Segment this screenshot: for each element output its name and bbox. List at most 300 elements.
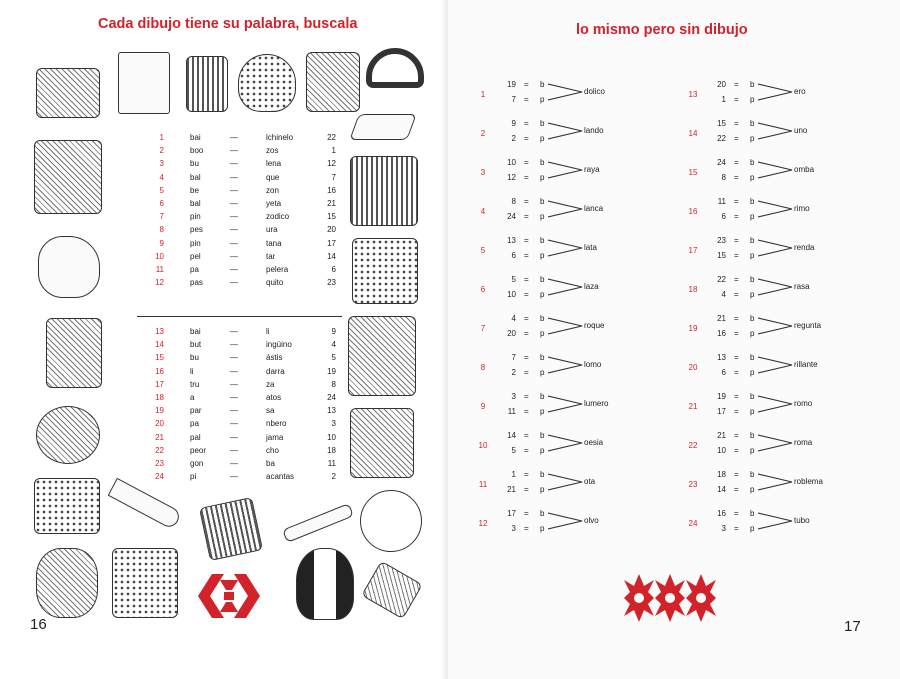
- equals-sign: =: [524, 80, 529, 89]
- letter-p: p: [540, 134, 545, 143]
- clue-number-p: 22: [717, 134, 726, 143]
- clue-number-p: 3: [721, 524, 726, 533]
- exercise-number: 16: [688, 207, 698, 216]
- word-number: 22: [155, 445, 164, 455]
- equals-sign: =: [734, 275, 739, 284]
- word-number: 7: [159, 212, 164, 222]
- arrow-bracket-icon: [548, 198, 584, 220]
- word-number: 1: [159, 133, 164, 142]
- clue-number-b: 13: [717, 353, 726, 362]
- exercise-item: [474, 80, 644, 114]
- word-ending: olvo: [584, 516, 599, 525]
- word-end: darra: [266, 366, 285, 376]
- letter-p: p: [540, 446, 545, 455]
- letter-p: p: [750, 212, 755, 221]
- word-start: pes: [190, 225, 203, 235]
- word-end: yeta: [266, 199, 282, 208]
- clue-number-p: 24: [507, 212, 516, 221]
- word-match-number: 23: [327, 278, 336, 288]
- word-end: ástis: [266, 353, 283, 363]
- word-end: pelera: [266, 265, 289, 274]
- clue-number-b: 24: [717, 158, 726, 167]
- letter-b: b: [540, 470, 545, 479]
- letter-b: b: [750, 431, 755, 440]
- clue-number-b: 18: [717, 470, 726, 479]
- clue-number-p: 20: [507, 329, 516, 338]
- clue-number-b: 17: [507, 509, 516, 518]
- exercise-number: 10: [478, 441, 488, 450]
- exercise-number: 3: [480, 168, 486, 177]
- equals-sign: =: [734, 134, 739, 143]
- word-match-number: 5: [331, 353, 336, 363]
- word-ending: lanca: [584, 204, 604, 213]
- letter-b: b: [750, 275, 755, 284]
- exercise-item: [684, 80, 854, 114]
- clue-number-p: 17: [717, 407, 726, 416]
- red-emblem-icon: [196, 570, 262, 622]
- clue-number-p: 21: [507, 485, 516, 494]
- equals-sign: =: [734, 329, 739, 338]
- exercise-number: 5: [480, 246, 486, 255]
- exercise-number: 24: [688, 519, 698, 528]
- word-end: ba: [266, 459, 275, 468]
- word-dash: —: [230, 146, 238, 156]
- equals-sign: =: [734, 119, 739, 128]
- word-ending: renda: [794, 243, 815, 252]
- arrow-bracket-icon: [548, 120, 584, 142]
- word-start: bu: [190, 159, 199, 169]
- equals-sign: =: [524, 470, 529, 479]
- equals-sign: =: [734, 197, 739, 206]
- word-number: 11: [155, 265, 164, 274]
- word-ending: ero: [794, 87, 806, 96]
- letter-b: b: [750, 80, 755, 89]
- word-ending: lumero: [584, 399, 609, 408]
- clue-number-b: 23: [717, 236, 726, 245]
- exercise-item: [684, 470, 854, 504]
- bearded-man-icon: [36, 548, 98, 618]
- equals-sign: =: [734, 524, 739, 533]
- letter-b: b: [540, 197, 545, 206]
- word-number: 16: [155, 366, 164, 376]
- tissue-icon: [349, 114, 416, 140]
- word-number: 24: [155, 472, 164, 482]
- clue-number-b: 4: [511, 314, 516, 323]
- word-match-number: 7: [331, 172, 336, 182]
- word-ending: rasa: [794, 282, 810, 291]
- clue-number-p: 5: [511, 446, 516, 455]
- word-dash: —: [230, 199, 238, 208]
- exercise-item: [684, 353, 854, 387]
- equals-sign: =: [524, 275, 529, 284]
- equals-sign: =: [524, 236, 529, 245]
- clue-number-b: 10: [507, 158, 516, 167]
- word-match-number: 4: [331, 340, 336, 350]
- letter-b: b: [540, 158, 545, 167]
- gardener-icon: [348, 316, 416, 396]
- word-number: 3: [159, 159, 164, 169]
- word-number: 19: [155, 406, 164, 416]
- equals-sign: =: [734, 509, 739, 518]
- equals-sign: =: [734, 95, 739, 104]
- letter-b: b: [540, 509, 545, 518]
- letter-b: b: [750, 158, 755, 167]
- word-ending: tubo: [794, 516, 810, 525]
- word-ending: lando: [584, 126, 604, 135]
- word-end: quito: [266, 278, 284, 288]
- exercise-item: [474, 314, 644, 348]
- left-page: [0, 0, 448, 679]
- word-match-number: 9: [331, 327, 336, 336]
- word-number: 17: [155, 379, 164, 389]
- word-start: but: [190, 340, 202, 350]
- word-end: ura: [266, 225, 278, 235]
- exercise-number: 12: [478, 519, 488, 528]
- letter-p: p: [540, 173, 545, 182]
- word-dash: —: [230, 379, 238, 389]
- exercise-number: 20: [688, 363, 698, 372]
- word-ending: regunta: [794, 321, 822, 330]
- clue-number-b: 5: [511, 275, 516, 284]
- arrow-bracket-icon: [548, 81, 584, 103]
- sparkler-icon: [282, 503, 354, 543]
- word-match-number: 15: [327, 212, 336, 222]
- exercise-number: 7: [480, 324, 486, 333]
- letter-p: p: [750, 95, 755, 104]
- equals-sign: =: [734, 158, 739, 167]
- letter-p: p: [750, 134, 755, 143]
- letter-b: b: [540, 392, 545, 401]
- word-match-number: 13: [327, 406, 336, 416]
- word-match-number: 18: [327, 445, 336, 455]
- word-start: peor: [190, 445, 207, 455]
- word-start: boo: [190, 146, 204, 156]
- word-ending: omba: [794, 165, 815, 174]
- left-page-title: Cada dibujo tiene su palabra, buscala: [98, 16, 358, 32]
- word-end: zos: [266, 146, 279, 156]
- word-end: tar: [266, 251, 276, 261]
- letter-b: b: [750, 392, 755, 401]
- broom-pile-icon: [34, 140, 102, 214]
- word-number: 6: [159, 199, 164, 208]
- parachute-icon: [36, 406, 100, 464]
- exercise-item: [474, 392, 644, 426]
- letter-p: p: [750, 485, 755, 494]
- word-match-number: 22: [327, 133, 336, 142]
- word-start: pel: [190, 251, 201, 261]
- penguin-icon: [296, 548, 354, 620]
- word-match-number: 3: [331, 419, 336, 429]
- equals-sign: =: [524, 197, 529, 206]
- exercise-item: [474, 509, 644, 543]
- letter-b: b: [750, 470, 755, 479]
- equals-sign: =: [524, 368, 529, 377]
- equals-sign: =: [524, 446, 529, 455]
- exercise-item: [684, 158, 854, 192]
- letter-b: b: [540, 80, 545, 89]
- word-dash: —: [230, 133, 238, 142]
- letter-p: p: [750, 368, 755, 377]
- exercise-number: 23: [688, 480, 698, 489]
- word-match-number: 14: [327, 251, 336, 261]
- exercise-column-1: [474, 80, 654, 550]
- word-match-number: 17: [327, 238, 336, 248]
- word-end: za: [266, 379, 275, 389]
- exercise-item: [474, 275, 644, 309]
- arrow-bracket-icon: [758, 198, 794, 220]
- letter-b: b: [750, 314, 755, 323]
- clue-number-b: 21: [717, 431, 726, 440]
- clue-number-p: 12: [507, 173, 516, 182]
- word-start: bai: [190, 133, 201, 142]
- equals-sign: =: [524, 314, 529, 323]
- clue-number-b: 7: [511, 353, 516, 362]
- man-with-shovel-icon: [350, 408, 414, 478]
- word-dash: —: [230, 459, 238, 468]
- word-number: 2: [159, 146, 164, 156]
- letter-p: p: [750, 329, 755, 338]
- letter-b: b: [540, 236, 545, 245]
- word-match-number: 20: [327, 225, 336, 235]
- word-ending: roma: [794, 438, 813, 447]
- exercise-item: [684, 275, 854, 309]
- letter-p: p: [750, 290, 755, 299]
- letter-b: b: [540, 275, 545, 284]
- equals-sign: =: [524, 173, 529, 182]
- word-match-number: 24: [327, 393, 336, 402]
- exercise-number: 17: [688, 246, 698, 255]
- word-start: tru: [190, 379, 200, 389]
- word-table-bottom: [148, 327, 338, 497]
- word-dash: —: [230, 159, 238, 169]
- equals-sign: =: [734, 314, 739, 323]
- word-end: sa: [266, 406, 275, 416]
- forest-icon: [350, 156, 418, 226]
- word-number: 4: [159, 172, 164, 182]
- letter-b: b: [540, 314, 545, 323]
- letter-p: p: [750, 251, 755, 260]
- arrow-bracket-icon: [758, 276, 794, 298]
- clue-number-p: 10: [507, 290, 516, 299]
- word-ending: oesia: [584, 438, 604, 447]
- letter-b: b: [750, 509, 755, 518]
- word-end: cho: [266, 445, 279, 455]
- exercise-item: [474, 470, 644, 504]
- letter-b: b: [750, 197, 755, 206]
- word-ending: lomo: [584, 360, 602, 369]
- word-number: 15: [155, 353, 164, 363]
- clue-number-p: 7: [511, 95, 516, 104]
- exercise-number: 13: [688, 90, 698, 99]
- equals-sign: =: [524, 392, 529, 401]
- exercise-number: 22: [688, 441, 698, 450]
- equals-sign: =: [734, 173, 739, 182]
- letter-b: b: [540, 431, 545, 440]
- exercise-item: [474, 119, 644, 153]
- equals-sign: =: [734, 485, 739, 494]
- word-ending: roblema: [794, 477, 823, 486]
- clue-number-b: 11: [717, 197, 726, 206]
- word-dash: —: [230, 212, 238, 222]
- word-start: pas: [190, 278, 203, 288]
- word-dash: —: [230, 445, 238, 455]
- arrow-bracket-icon: [758, 510, 794, 532]
- shirt-icon: [34, 478, 100, 534]
- equals-sign: =: [734, 80, 739, 89]
- clue-number-b: 13: [507, 236, 516, 245]
- clue-number-b: 8: [511, 197, 516, 206]
- letter-p: p: [750, 524, 755, 533]
- word-dash: —: [230, 340, 238, 350]
- clue-number-p: 8: [721, 173, 726, 182]
- word-start: be: [190, 185, 199, 195]
- letter-b: b: [540, 353, 545, 362]
- pajamas-icon: [112, 548, 178, 618]
- arrow-bracket-icon: [758, 315, 794, 337]
- mailbox-icon: [118, 52, 170, 114]
- word-dash: —: [230, 238, 238, 248]
- letter-p: p: [540, 485, 545, 494]
- equals-sign: =: [734, 368, 739, 377]
- word-ending: roque: [584, 321, 605, 330]
- word-match-number: 8: [331, 379, 336, 389]
- word-dash: —: [230, 251, 238, 261]
- word-start: pin: [190, 238, 201, 248]
- word-end: li: [266, 327, 270, 336]
- clue-number-p: 1: [721, 95, 726, 104]
- letter-p: p: [750, 407, 755, 416]
- letter-b: b: [750, 236, 755, 245]
- arrow-bracket-icon: [758, 432, 794, 454]
- word-end: nbero: [266, 419, 287, 429]
- clue-number-p: 6: [721, 212, 726, 221]
- clue-number-p: 10: [717, 446, 726, 455]
- word-end: ingüino: [266, 340, 292, 350]
- letter-p: p: [540, 407, 545, 416]
- clue-number-b: 21: [717, 314, 726, 323]
- word-dash: —: [230, 185, 238, 195]
- arrow-bracket-icon: [548, 354, 584, 376]
- equals-sign: =: [734, 446, 739, 455]
- word-end: atos: [266, 393, 282, 402]
- exercise-number: 9: [480, 402, 486, 411]
- left-page-number: 16: [30, 616, 47, 633]
- table-divider: [137, 316, 342, 317]
- word-ending: rimo: [794, 204, 810, 213]
- word-dash: —: [230, 172, 238, 182]
- exercise-item: [684, 119, 854, 153]
- clue-number-b: 22: [717, 275, 726, 284]
- word-dash: —: [230, 327, 238, 336]
- arrow-bracket-icon: [758, 237, 794, 259]
- letter-p: p: [540, 95, 545, 104]
- word-dash: —: [230, 406, 238, 416]
- exercise-item: [474, 158, 644, 192]
- clue-number-b: 9: [511, 119, 516, 128]
- word-dash: —: [230, 265, 238, 274]
- shaker-icon: [186, 56, 228, 112]
- clue-number-b: 16: [717, 509, 726, 518]
- word-ending: lata: [584, 243, 597, 252]
- word-number: 5: [159, 185, 164, 195]
- arrow-bracket-icon: [548, 237, 584, 259]
- clue-number-p: 4: [721, 290, 726, 299]
- word-number: 9: [159, 238, 164, 248]
- exercise-number: 19: [688, 324, 698, 333]
- word-number: 10: [155, 251, 164, 261]
- exercise-item: [684, 431, 854, 465]
- arrow-bracket-icon: [758, 354, 794, 376]
- equals-sign: =: [734, 431, 739, 440]
- word-ending: raya: [584, 165, 600, 174]
- clue-number-p: 6: [721, 368, 726, 377]
- equals-sign: =: [734, 290, 739, 299]
- word-match-number: 12: [327, 159, 336, 169]
- equals-sign: =: [734, 470, 739, 479]
- word-dash: —: [230, 432, 238, 442]
- equals-sign: =: [734, 212, 739, 221]
- right-page-number: 17: [844, 618, 861, 635]
- exercise-number: 18: [688, 285, 698, 294]
- exercise-number: 8: [480, 363, 486, 372]
- word-match-number: 1: [331, 146, 336, 156]
- clue-number-b: 1: [511, 470, 516, 479]
- word-start: bai: [190, 327, 201, 336]
- word-match-number: 11: [327, 459, 336, 468]
- word-ending: uno: [794, 126, 808, 135]
- equals-sign: =: [524, 95, 529, 104]
- equals-sign: =: [734, 236, 739, 245]
- clue-number-b: 15: [717, 119, 726, 128]
- equals-sign: =: [524, 119, 529, 128]
- letter-p: p: [750, 446, 755, 455]
- word-dash: —: [230, 419, 238, 429]
- equals-sign: =: [524, 212, 529, 221]
- letter-p: p: [540, 251, 545, 260]
- word-dash: —: [230, 225, 238, 235]
- letter-p: p: [540, 290, 545, 299]
- turkey-icon: [36, 68, 100, 118]
- arrow-bracket-icon: [548, 315, 584, 337]
- arrow-bracket-icon: [758, 393, 794, 415]
- word-number: 13: [155, 327, 164, 336]
- word-start: bu: [190, 353, 199, 363]
- arrow-bracket-icon: [758, 81, 794, 103]
- word-start: pa: [190, 265, 199, 274]
- exercise-number: 21: [688, 402, 698, 411]
- arrow-bracket-icon: [548, 159, 584, 181]
- equals-sign: =: [524, 509, 529, 518]
- clue-number-p: 15: [717, 251, 726, 260]
- word-start: pal: [190, 432, 201, 442]
- arrow-bracket-icon: [548, 432, 584, 454]
- word-end: jama: [266, 432, 284, 442]
- word-ending: laza: [584, 282, 599, 291]
- exercise-item: [474, 353, 644, 387]
- arrow-bracket-icon: [758, 471, 794, 493]
- word-start: bal: [190, 172, 201, 182]
- letter-b: b: [750, 353, 755, 362]
- word-number: 14: [155, 340, 164, 350]
- exercise-number: 14: [688, 129, 698, 138]
- word-table-top: [148, 133, 338, 303]
- exercise-number: 4: [480, 207, 486, 216]
- equals-sign: =: [734, 407, 739, 416]
- equals-sign: =: [524, 134, 529, 143]
- word-end: lena: [266, 159, 282, 169]
- letter-p: p: [750, 173, 755, 182]
- word-match-number: 10: [327, 432, 336, 442]
